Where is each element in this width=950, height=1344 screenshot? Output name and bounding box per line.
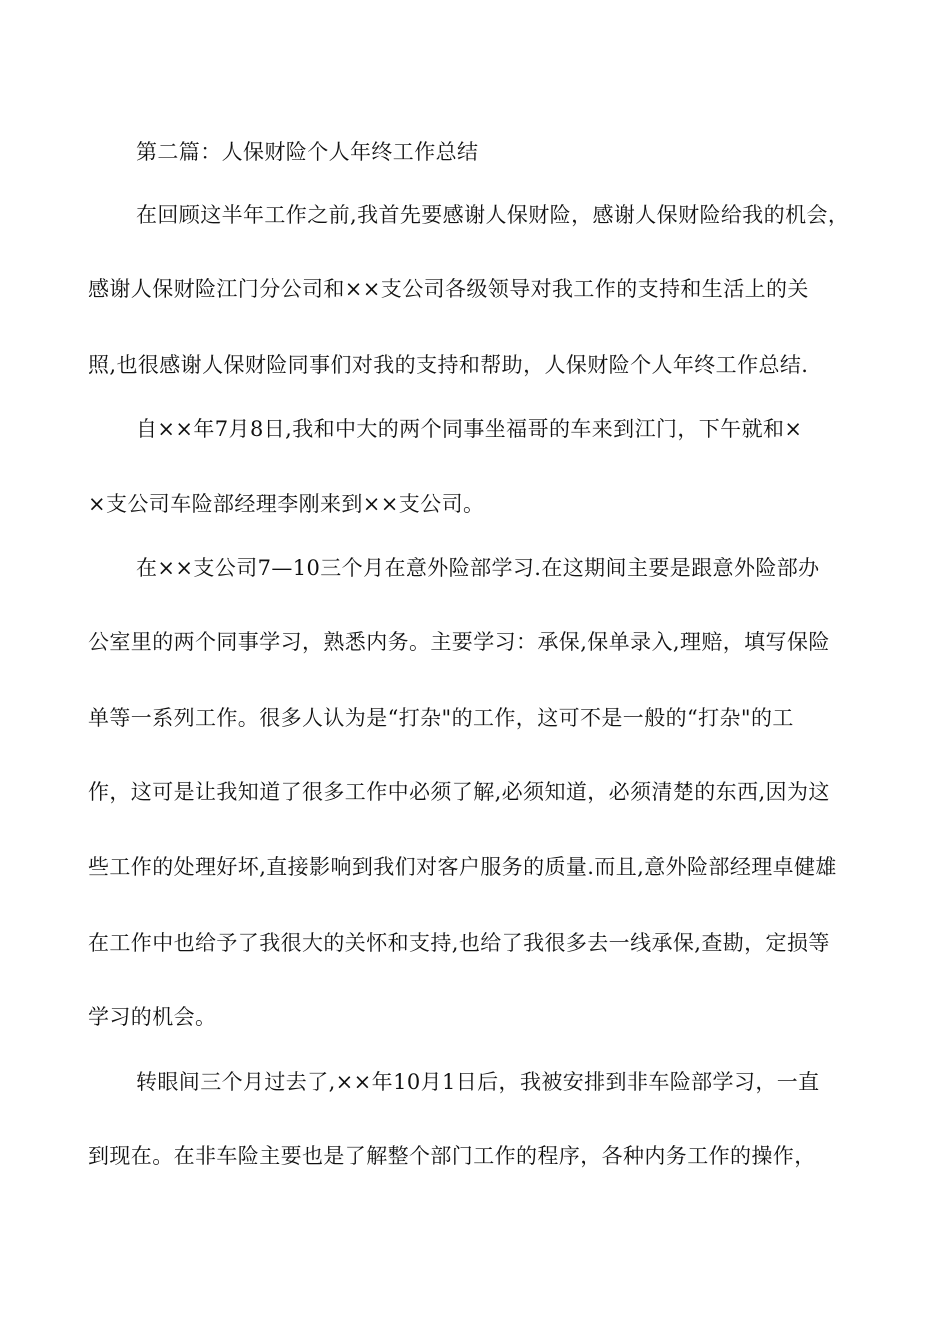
document-heading: 第二篇：人保财险个人年终工作总结 [136,140,479,164]
paragraph-line: 作，这可是让我知道了很多工作中必须了解,必须知道，必须清楚的东西,因为这 [88,780,830,804]
paragraph-line: 单等一系列工作。很多人认为是“打杂"的工作，这可不是一般的“打杂"的工 [88,706,794,730]
paragraph-line: ×支公司车险部经理李刚来到××支公司。 [88,492,485,516]
paragraph-line: 感谢人保财险江门分公司和××支公司各级领导对我工作的支持和生活上的关 [88,277,809,301]
paragraph-line: 照,也很感谢人保财险同事们对我的支持和帮助，人保财险个人年终工作总结. [88,353,809,377]
paragraph-line: 些工作的处理好坏,直接影响到我们对客户服务的质量.而且,意外险部经理卓健雄 [88,855,837,879]
paragraph-line: 到现在。在非车险主要也是了解整个部门工作的程序，各种内务工作的操作， [88,1144,816,1168]
paragraph-line: 在××支公司7—10三个月在意外险部学习.在这期间主要是跟意外险部办 [136,556,820,580]
paragraph-line: 公室里的两个同事学习，熟悉内务。主要学习：承保,保单录入,理赔，填写保险 [88,630,830,654]
paragraph-line: 在回顾这半年工作之前,我首先要感谢人保财险，感谢人保财险给我的机会， [136,203,850,227]
paragraph-line: 转眼间三个月过去了,××年10月1日后，我被安排到非车险部学习，一直 [136,1070,820,1094]
paragraph-line: 自××年7月8日,我和中大的两个同事坐福哥的车来到江门，下午就和× [136,417,803,441]
paragraph-line: 学习的机会。 [88,1005,217,1029]
paragraph-line: 在工作中也给予了我很大的关怀和支持,也给了我很多去一线承保,查勘，定损等 [88,931,830,955]
